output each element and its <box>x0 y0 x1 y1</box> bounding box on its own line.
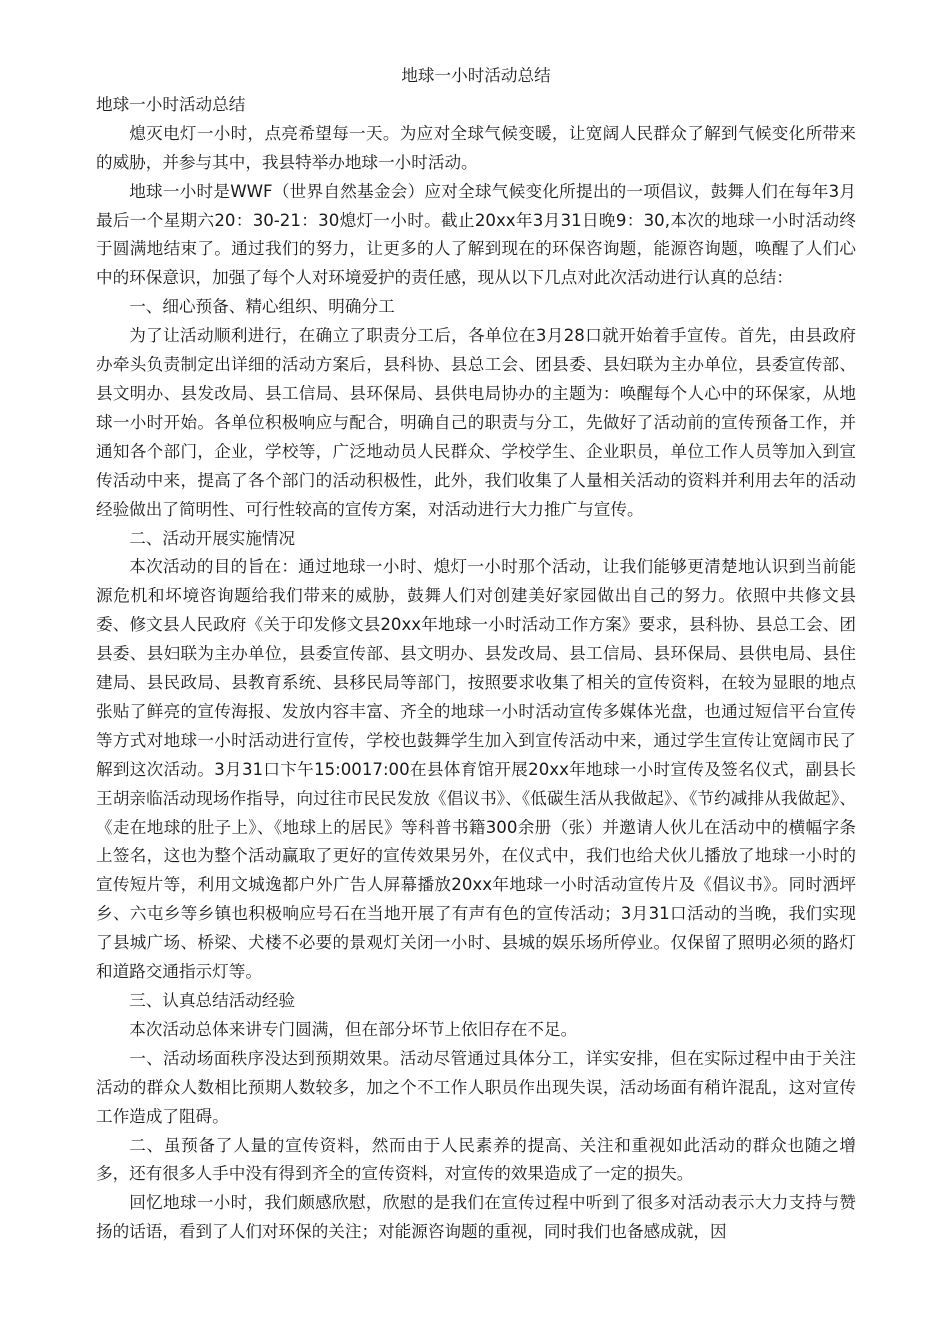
paragraph: 一、细心预备、精心组织、明确分工 <box>129 297 395 317</box>
paragraph: 一、活动场面秩序没达到预期效果。活动尽管通过具体分工，详实安排，但在实际过程中由于关注活动的群众人数相比预期人数较多，加之个不工作人职员作出现失误，活动场面有稍许混乱，这对宣传工作造成了阻碍。 <box>96 1048 856 1126</box>
paragraph: 熄灭电灯一小时，点亮希望每一天。为应对全球气候变暖，让宽阔人民群众了解到气候变化所带来的威胁，并参与其中，我县特举办地球一小时活动。 <box>96 123 856 172</box>
document-page <box>96 62 856 1247</box>
document-title: 地球一小时活动总结 <box>401 66 551 85</box>
paragraph: 本次活动的目的旨在：通过地球一小时、熄灯一小时那个活动，让我们能够更清楚地认识到当前能源危机和坏境咨询题给我们带来的威胁，鼓舞人们对创建美好家园做出自己的努力。依照中共修文县委、修文县人民政府《关于印发修文县20xx年地球一小时活动工作方案》要求，县科协、县总工会、团县委、县妇联为主办单位，县委宣传部、县文明办、县发改局、县工信局、县环保局、县供电局、县住建局、县民政局、县教育系统、县移民局等部门，按照要求收集了相关的宣传资料，在较为显眼的地点张贴了鲜亮的宣传海报、发放内容丰富、齐全的地球一小时活动宣传多媒体光盘，也通过短信平台宣传等方式对地球一小时活动进行宣传，学校也鼓舞学生加入到宣传活动中来，通过学生宣传让宽阔市民了解到这次活动。3月31口卞午15:0017:00在县体育馆开展20xx年地球一小时宣传及签名仪式，副县长王胡亲临活动现场作指导，向过往市民民发放《倡议书》、《低碳生活从我做起》、《节约减排从我做起》、《走在地球的肚子上》、《地球上的居民》等科普书籍300余册（张）并邀请人伙儿在活动中的横幅字条上签名，这也为整个活动赢取了更好的宣传效果另外，在仪式中，我们也给犬伙儿播放了地球一小时的宣传短片等，利用文城逸都户外广告人屏幕播放20xx年地球一小时活动宣传片及《倡议书》。同时洒坪乡、六屯乡等乡镇也积极响应号石在当地开展了有声有色的宣传活动；3月31口活动的当晚，我们实现了县城广场、桥梁、犬楼不必要的景观灯关闭一小时、县城的娱乐场所停业。仅保留了照明必须的路灯和道路交通指示灯等。 <box>96 557 856 982</box>
paragraph: 本次活动总体来讲专门圆满，但在部分坏节上依旧存在不足。 <box>129 1019 578 1039</box>
paragraph: 二、活动开展实施情况 <box>129 528 296 548</box>
paragraph: 为了让活动顺利进行，在确立了职责分工后，各单位在3月28口就开始着手宣传。首先，由县政府办牵头负责制定出详细的活动方案后，县科协、县总工会、团县委、县妇联为主办单位，县委宣传部、县文明办、县发改局、县工信局、县环保局、县供电局协办的主题为：唤醒每个人心中的环保家，从地球一小时开始。各单位积极响应与配合，明确自己的职责与分工，先做好了活动前的宣传预备工作，并通知各个部门，企业，学校等，广泛地动员人民群众、学校学生、企业职员，单位工作人员等加入到宣传活动中来，提高了各个部门的活动积极性，此外，我们收集了人量相关活动的资料并利用去年的活动经验做出了简明性、可行性较高的宣传方案，对活动进行大力推广与宣传。 <box>96 326 856 519</box>
document-body <box>96 91 856 1247</box>
paragraph: 地球一小时是WWF（世界自然基金会）应对全球气候变化所提出的一项倡议，鼓舞人们在每年3月最后一个星期六20：30-21：30熄灯一小时。截止20xx年3月31日晚9：30,本次的地球一小时活动终于圆满地结束了。通过我们的努力，让更多的人了解到现在的环保咨询题，能源咨询题，唤醒了人们心中的环保意识，加强了每个人对环境爱护的责任感，现从以下几点对此次活动进行认真的总结： <box>96 181 856 288</box>
paragraph: 二、虽预备了人量的宣传资料，然而由于人民素养的提高、关注和重视如此活动的群众也随之增多，还有很多人手中没有得到齐全的宣传资料，对宣传的效果造成了一定的损失。 <box>96 1135 856 1184</box>
paragraph: 回忆地球一小时，我们颇感欣慰，欣慰的是我们在宣传过程中听到了很多对活动表示大力支持与赞扬的话语，看到了人们对环保的关注；对能源咨询题的重视，同时我们也备感成就，因 <box>96 1193 856 1242</box>
paragraph: 地球一小时活动总结 <box>96 94 246 114</box>
paragraph: 三、认真总结活动经验 <box>129 991 296 1010</box>
